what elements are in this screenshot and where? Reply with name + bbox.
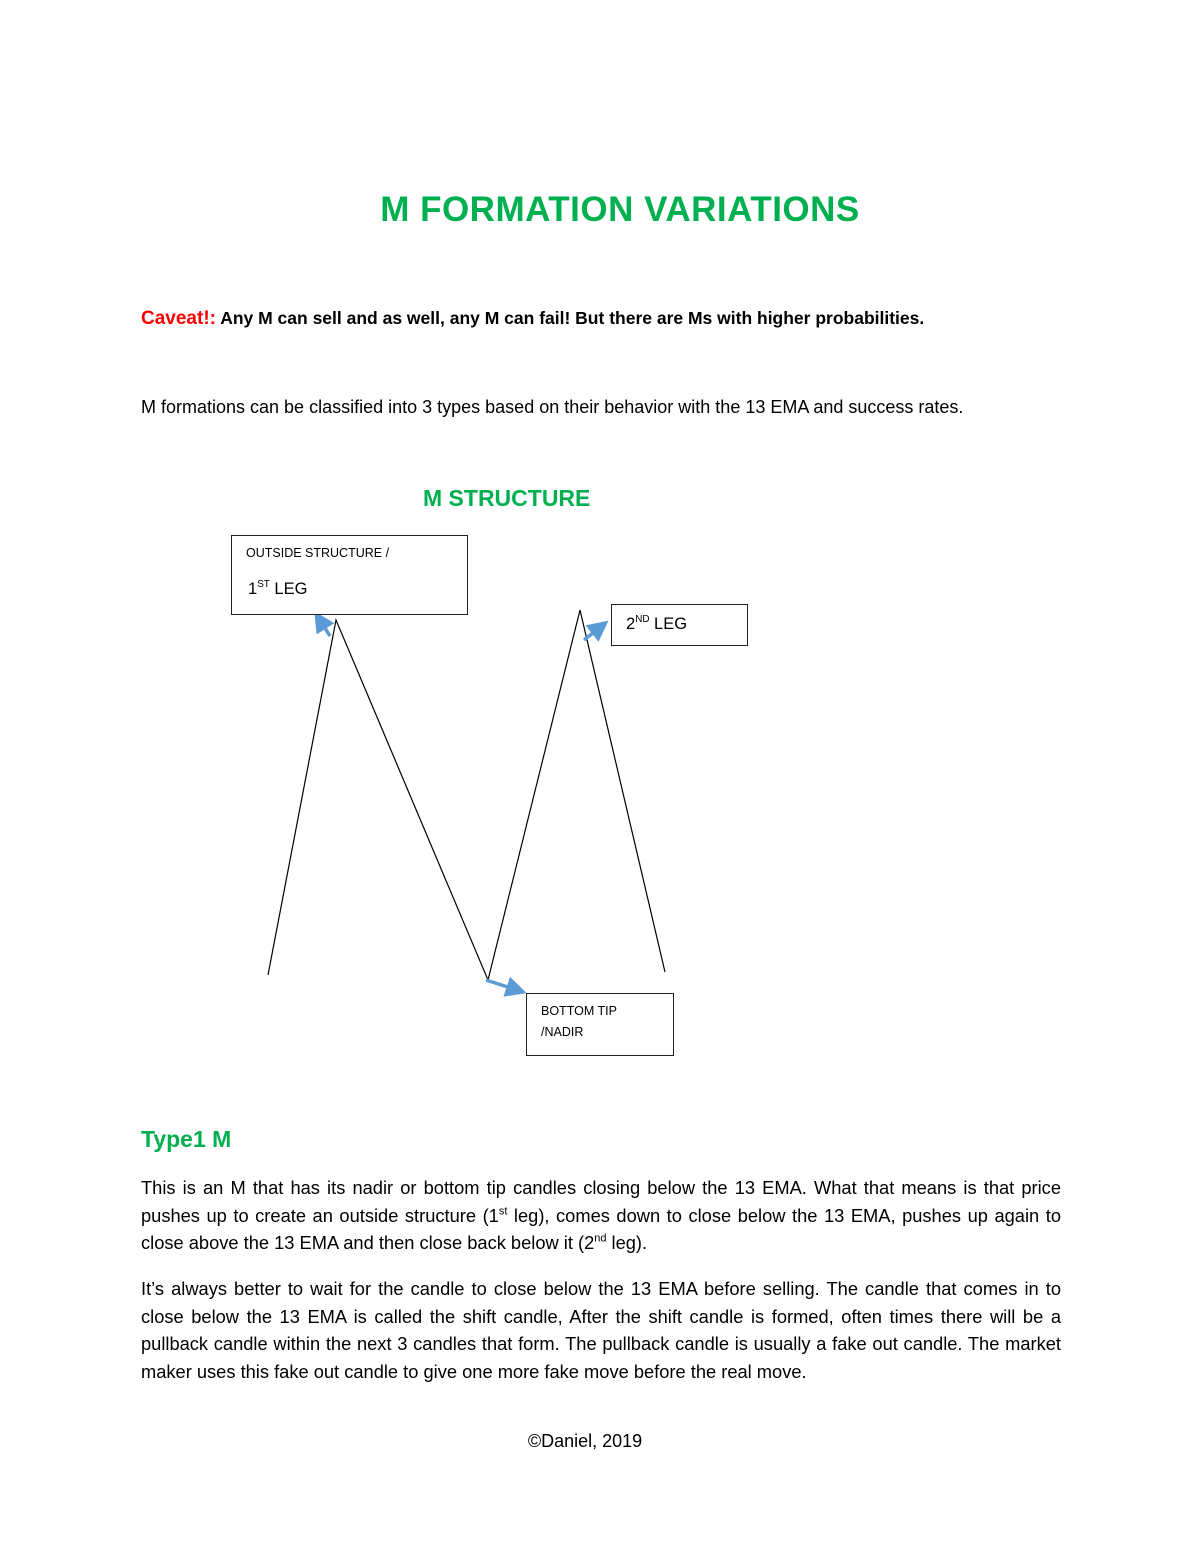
section-heading: Type1 M	[141, 1126, 232, 1152]
copyright-footer: ©Daniel, 2019	[527, 1431, 643, 1451]
second-leg-box	[611, 604, 748, 646]
first-leg-arrow	[318, 617, 330, 636]
paragraph-shift-candle: It’s always better to wait for the candle to close below the 13 EMA before selling. The candle that comes in to close below the 13 EMA is called the shift candle, After the shift candle is formed, often times there will be a pullback candle within the next 3 candles that form. The pullback candle is usually a fake out candle. The market maker uses this fake out candle to give one more fake move before the real move.	[141, 1278, 1061, 1382]
intro-text: M formations can be classified into 3 types based on their behavior with the 13 EMA and success rates.	[141, 397, 964, 417]
second-leg-arrow	[584, 625, 603, 640]
nadir-label: /NADIR	[541, 1025, 584, 1039]
page-title: M FORMATION VARIATIONS	[380, 190, 860, 229]
first-leg-label: 1ST LEG	[248, 579, 308, 598]
outside-structure-label: OUTSIDE STRUCTURE /	[246, 546, 390, 560]
m-shape-line	[268, 610, 665, 980]
second-leg-label: 2ND LEG	[626, 614, 688, 633]
caveat-line	[141, 308, 924, 330]
bottom-tip-box	[526, 993, 674, 1056]
bottom-tip-label: BOTTOM TIP	[541, 1004, 617, 1018]
bottom-tip-arrow	[486, 980, 520, 991]
paragraph-type1-description: This is an M that has its nadir or bottom tip candles closing below the 13 EMA. What that means is that price pushes up to create an outside structure (1st leg), comes down to close below the 13 EMA, pushes up again to close above the 13 EMA and then close back below it (2nd leg).	[141, 1177, 1061, 1253]
caveat-label: Caveat!:	[141, 308, 216, 329]
outside-structure-box	[231, 535, 468, 615]
diagram-title: M STRUCTURE	[423, 485, 591, 511]
caveat-text: Any M can sell and as well, any M can fail! But there are Ms with higher probabilities.	[215, 308, 925, 328]
